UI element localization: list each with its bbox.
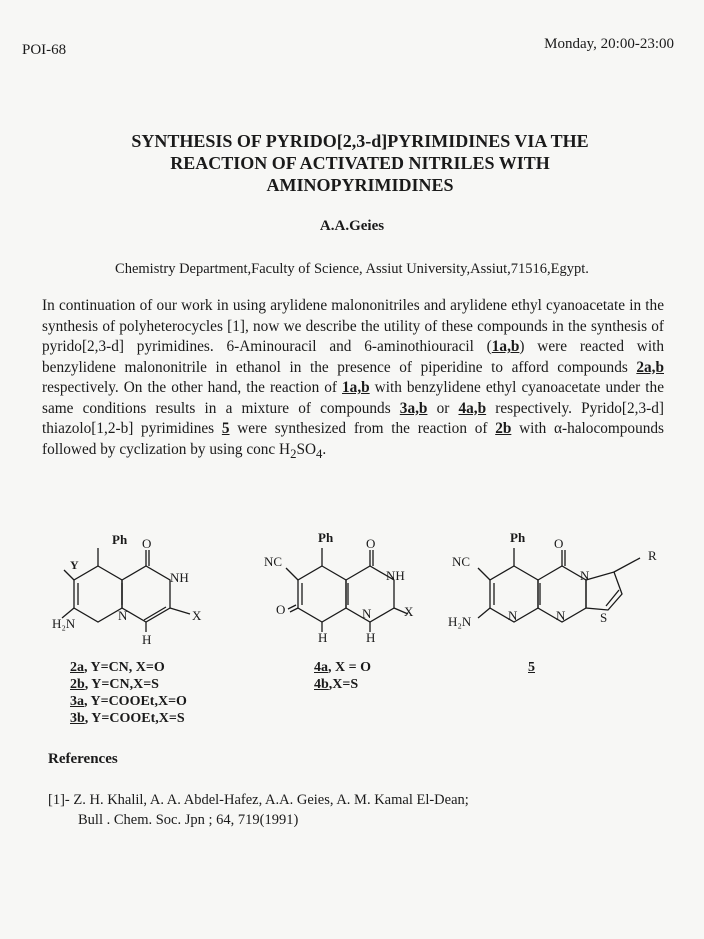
abstract-paragraph: In continuation of our work in using arylidene malononitriles and arylidene ethyl cyanoacetate in the synthesis of polyheterocycles [1], now we describe the utility of these compounds in the synthesis of pyrido[2,3-d] pyrimidines. 6-Aminouracil and 6-aminothiouracil (1a,b) were reacted with benzylidene malononitrile in ethanol in the presence of piperidine to afford compounds 2a,b respectively. On the other hand, the reaction of 1a,b with benzylidene ethyl cyanoacetate under the same conditions results in a mixture of compounds 3a,b or 4a,b respectively. Pyrido[2,3-d] thiazolo[1,2-b] pyrimidines 5 were synthesized from the reaction of 2b with α-halocompounds followed by cyclization by using conc $H_2SO_4$.	[42, 297, 664, 461]
nc-label: NC	[452, 554, 471, 569]
caption-line: 4b,X=S	[314, 677, 359, 692]
x-label: X	[192, 608, 202, 623]
abstract-code: POI-68	[22, 42, 67, 58]
abstract-body	[42, 296, 664, 464]
structure-2-3	[40, 528, 240, 653]
title-line: AMINOPYRIMIDINES	[266, 175, 454, 195]
s-label: S	[600, 610, 608, 625]
r-label: R	[648, 548, 657, 563]
ph-label: Ph	[112, 532, 128, 547]
caption-line: 3b, Y=COOEt,X=S	[70, 711, 185, 726]
reference-line: [1]- Z. H. Khalil, A. A. Abdel-Hafez, A.A. Geies, A. M. Kamal El-Dean;	[48, 792, 469, 808]
o-label: O	[366, 536, 376, 551]
title-line: SYNTHESIS OF PYRIDO[2,3-d]PYRIMIDINES VIA THE	[131, 131, 589, 151]
caption-2-3	[70, 659, 187, 727]
title-line: REACTION OF ACTIVATED NITRILES WITH	[170, 153, 550, 173]
ph-label: Ph	[510, 530, 526, 545]
reference-item	[48, 790, 469, 830]
compound-ref: 4a,b	[458, 399, 487, 417]
x-label: X	[404, 604, 414, 619]
compound-ref: 2a,b	[636, 358, 664, 376]
nc-label: NC	[264, 554, 283, 569]
compound-ref: 2b	[495, 420, 512, 437]
session-time: Monday, 20:00-23:00	[544, 36, 674, 52]
paper-title	[60, 130, 660, 196]
caption-line: 2a, Y=CN, X=O	[70, 660, 165, 675]
nh-label: NH	[386, 568, 405, 583]
caption-line: 3a, Y=COOEt,X=O	[70, 694, 187, 709]
nh-label: NH	[170, 570, 189, 585]
n-label: N	[556, 608, 566, 623]
ph-label: Ph	[318, 530, 334, 545]
o-label: O	[276, 602, 286, 617]
caption-5	[528, 659, 535, 676]
o-label: O	[142, 536, 152, 551]
structure-5	[444, 528, 694, 638]
n-label: N	[508, 608, 518, 623]
n-label: N	[118, 608, 128, 623]
structure-4	[262, 528, 432, 653]
h-label: H	[366, 630, 376, 645]
n-label: N	[362, 606, 372, 621]
n-label: N	[580, 568, 590, 583]
reference-line: Bull . Chem. Soc. Jpn ; 64, 719(1991)	[78, 812, 299, 828]
y-label: Y	[70, 558, 79, 572]
author: A.A.Geies	[319, 218, 385, 234]
compound-ref: 1a,b	[342, 379, 370, 396]
compound-ref: 5	[221, 420, 230, 437]
nh2-label: H₂N	[448, 614, 472, 629]
caption-line: 5	[528, 660, 535, 675]
compound-ref: 3a,b	[399, 399, 428, 417]
nh2-label: H₂N	[52, 616, 76, 631]
o-label: O	[554, 536, 564, 551]
affiliation: Chemistry Department,Faculty of Science, Assiut University,Assiut,71516,Egypt.	[115, 261, 589, 277]
h-label: H	[318, 630, 328, 645]
h-label: H	[142, 632, 152, 647]
compound-ref: 1a,b	[491, 338, 520, 355]
caption-line: 2b, Y=CN,X=S	[70, 677, 159, 692]
caption-line: 4a, X = O	[314, 660, 371, 675]
caption-4	[314, 659, 371, 693]
references-heading: References	[48, 751, 118, 767]
